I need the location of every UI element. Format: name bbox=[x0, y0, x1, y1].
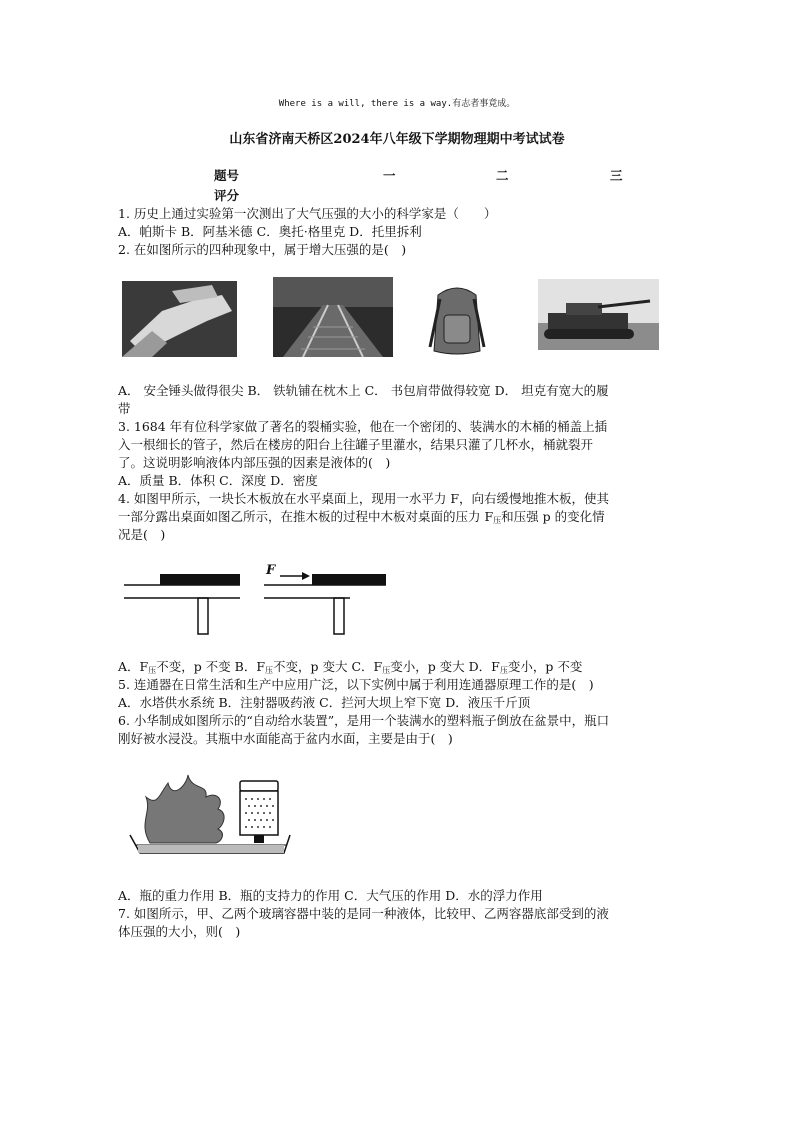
q1-options: A．帕斯卡 B．阿基米德 C．奥托·格里克 D．托里拆利 bbox=[118, 224, 422, 239]
q2-options-line1: A． 安全锤头做得很尖 B． 铁轨铺在枕木上 C． 书包肩带做得较宽 D． 坦克有宽大的履 bbox=[118, 383, 609, 398]
q4-force-label: F bbox=[266, 563, 276, 578]
q2-photo-backpack bbox=[416, 281, 498, 357]
q4-options: A．$F_压$不变，p 不变 B．$F_压$不变，p 变大 C．$F_压$变小，p 变大 D．$F_压$变小，p 不变 bbox=[118, 659, 583, 675]
q6-options: A．瓶的重力作用 B．瓶的支持力的作用 C．大气压的作用 D．水的浮力作用 bbox=[118, 888, 543, 903]
q4-line1: 4. 如图甲所示，一块长木板放在水平桌面上，现用一水平力 F，向右缓慢地推木板，使其 bbox=[118, 491, 610, 506]
q4-line3: 况是( ) bbox=[118, 527, 166, 542]
score-label-question: 题号 bbox=[214, 168, 240, 183]
q2-stem: 2. 在如图所示的四种现象中，属于增大压强的是( ) bbox=[118, 242, 407, 257]
q2-options-line2: 带 bbox=[118, 401, 131, 416]
q3-line2: 入一根细长的管子，然后在楼房的阳台上往罐子里灌水，结果只灌了几杯水，桶就裂开 bbox=[118, 437, 594, 452]
page-title: 山东省济南天桥区2024年八年级下学期物理期中考试试卷 bbox=[229, 132, 565, 147]
q2-photo-hammer bbox=[122, 281, 237, 357]
q5-options: A．水塔供水系统 B．注射器吸药液 C．拦河大坝上窄下宽 D．液压千斤顶 bbox=[118, 695, 531, 710]
q7-line1: 7. 如图所示，甲、乙两个玻璃容器中装的是同一种液体，比较甲、乙两容器底部受到的液 bbox=[118, 906, 609, 921]
q6-line2: 刚好被水浸没。其瓶中水面能高于盆内水面，主要是由于( ) bbox=[118, 731, 453, 746]
q5-stem: 5. 连通器在日常生活和生产中应用广泛，以下实例中属于利用连通器原理工作的是( ) bbox=[118, 677, 594, 692]
score-col-2: 二 bbox=[496, 168, 509, 183]
q3-options: A．质量 B．体积 C．深度 D．密度 bbox=[118, 473, 318, 488]
q6-line1: 6. 小华制成如图所示的“自动给水装置”，是用一个装满水的塑料瓶子倒放在盆景中，瓶口 bbox=[118, 713, 610, 728]
q6-figure bbox=[128, 773, 292, 861]
q3-line3: 了。这说明影响液体内部压强的因素是液体的( ) bbox=[118, 455, 391, 470]
score-col-3: 三 bbox=[610, 168, 623, 183]
q7-line2: 体压强的大小，则( ) bbox=[118, 924, 241, 939]
score-col-1: 一 bbox=[383, 168, 396, 183]
q2-photo-tank bbox=[538, 279, 659, 350]
q4-line2: 一部分露出桌面如图乙所示，在推木板的过程中木板对桌面的压力 $F_压$和压强 p 的变化情 bbox=[118, 509, 605, 525]
header-motto: Where is a will, there is a way.有志者事竟成。 bbox=[278, 99, 516, 109]
q3-line1: 3. 1684 年有位科学家做了著名的裂桶实验，他在一个密闭的、装满水的木桶的桶盖上插 bbox=[118, 419, 608, 434]
score-label-score: 评分 bbox=[214, 188, 240, 203]
q4-figure bbox=[122, 562, 390, 640]
q2-photo-railway bbox=[273, 277, 393, 357]
q1-stem: 1. 历史上通过实验第一次测出了大气压强的大小的科学家是（ ） bbox=[118, 206, 497, 221]
